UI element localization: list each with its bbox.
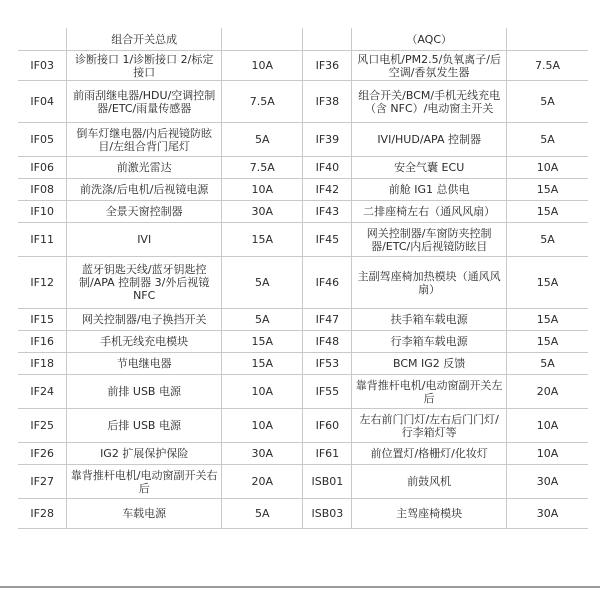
right-fuse-rating: 10A (507, 409, 588, 443)
right-fuse-code: IF43 (303, 201, 352, 223)
left-fuse-circuit: 节电继电器 (67, 353, 222, 375)
left-fuse-circuit: 靠背推杆电机/电动窗副开关右后 (67, 465, 222, 499)
right-fuse-rating: 20A (507, 375, 588, 409)
table-row (18, 223, 588, 257)
left-fuse-code: IF18 (18, 353, 67, 375)
header-right-amp (507, 28, 588, 51)
right-fuse-circuit: 网关控制器/车窗防夹控制器/ETC/内后视镜防眩目 (352, 223, 507, 257)
left-fuse-circuit: 蓝牙钥匙天线/蓝牙钥匙控制/APA 控制器 3/外后视镜 NFC (67, 257, 222, 309)
left-fuse-rating: 15A (222, 223, 303, 257)
table-row (18, 51, 588, 81)
right-fuse-circuit: 组合开关/BCM/手机无线充电（含 NFC）/电动窗主开关 (352, 81, 507, 123)
right-fuse-code: IF55 (303, 375, 352, 409)
page-bottom-divider (0, 586, 600, 588)
right-fuse-rating: 30A (507, 499, 588, 529)
right-fuse-code: IF39 (303, 123, 352, 157)
right-fuse-circuit: 行李箱车载电源 (352, 331, 507, 353)
left-fuse-rating: 5A (222, 257, 303, 309)
right-fuse-code: IF45 (303, 223, 352, 257)
left-fuse-circuit: 全景天窗控制器 (67, 201, 222, 223)
left-fuse-circuit: 前排 USB 电源 (67, 375, 222, 409)
left-fuse-rating: 15A (222, 353, 303, 375)
left-fuse-rating: 10A (222, 179, 303, 201)
right-fuse-code: ISB01 (303, 465, 352, 499)
left-fuse-circuit: 车载电源 (67, 499, 222, 529)
left-fuse-code: IF08 (18, 179, 67, 201)
left-fuse-rating: 7.5A (222, 157, 303, 179)
fuse-table (18, 28, 588, 529)
left-fuse-code: IF05 (18, 123, 67, 157)
right-fuse-code: IF38 (303, 81, 352, 123)
right-fuse-code: ISB03 (303, 499, 352, 529)
table-row (18, 443, 588, 465)
left-fuse-code: IF24 (18, 375, 67, 409)
table-header-row (18, 28, 588, 51)
right-fuse-code: IF53 (303, 353, 352, 375)
header-left-code (18, 28, 67, 51)
left-fuse-rating: 10A (222, 375, 303, 409)
table-row (18, 499, 588, 529)
right-fuse-rating: 30A (507, 465, 588, 499)
right-fuse-code: IF47 (303, 309, 352, 331)
right-fuse-code: IF46 (303, 257, 352, 309)
right-fuse-rating: 10A (507, 157, 588, 179)
left-fuse-circuit: 前激光雷达 (67, 157, 222, 179)
fuse-table-body (18, 28, 588, 529)
left-fuse-code: IF28 (18, 499, 67, 529)
left-fuse-rating: 5A (222, 499, 303, 529)
right-fuse-rating: 15A (507, 201, 588, 223)
left-fuse-code: IF15 (18, 309, 67, 331)
right-fuse-rating: 5A (507, 223, 588, 257)
right-fuse-rating: 5A (507, 123, 588, 157)
left-fuse-rating: 5A (222, 309, 303, 331)
left-fuse-rating: 5A (222, 123, 303, 157)
table-row (18, 375, 588, 409)
right-fuse-rating: 15A (507, 257, 588, 309)
left-fuse-rating: 15A (222, 331, 303, 353)
left-fuse-code: IF11 (18, 223, 67, 257)
table-row (18, 353, 588, 375)
right-fuse-code: IF48 (303, 331, 352, 353)
left-fuse-code: IF12 (18, 257, 67, 309)
header-right-code (303, 28, 352, 51)
table-row (18, 257, 588, 309)
header-left-name: 组合开关总成 (67, 28, 222, 51)
left-fuse-rating: 20A (222, 465, 303, 499)
table-row (18, 331, 588, 353)
right-fuse-circuit: 前舱 IG1 总供电 (352, 179, 507, 201)
right-fuse-rating: 7.5A (507, 51, 588, 81)
table-row (18, 309, 588, 331)
right-fuse-code: IF40 (303, 157, 352, 179)
right-fuse-code: IF60 (303, 409, 352, 443)
right-fuse-code: IF42 (303, 179, 352, 201)
left-fuse-code: IF26 (18, 443, 67, 465)
left-fuse-rating: 30A (222, 443, 303, 465)
right-fuse-rating: 5A (507, 81, 588, 123)
right-fuse-circuit: 扶手箱车载电源 (352, 309, 507, 331)
header-right-name: （AQC） (352, 28, 507, 51)
right-fuse-rating: 15A (507, 309, 588, 331)
left-fuse-code: IF06 (18, 157, 67, 179)
right-fuse-rating: 15A (507, 331, 588, 353)
right-fuse-circuit: 主副驾座椅加热模块（通风风扇） (352, 257, 507, 309)
right-fuse-circuit: 主驾座椅模块 (352, 499, 507, 529)
left-fuse-circuit: 前雨刮继电器/HDU/空调控制器/ETC/雨量传感器 (67, 81, 222, 123)
left-fuse-rating: 10A (222, 409, 303, 443)
right-fuse-rating: 10A (507, 443, 588, 465)
right-fuse-rating: 15A (507, 179, 588, 201)
right-fuse-circuit: IVI/HUD/APA 控制器 (352, 123, 507, 157)
right-fuse-rating: 5A (507, 353, 588, 375)
table-row (18, 157, 588, 179)
left-fuse-code: IF04 (18, 81, 67, 123)
left-fuse-code: IF25 (18, 409, 67, 443)
table-row (18, 123, 588, 157)
right-fuse-circuit: 前鼓风机 (352, 465, 507, 499)
table-row (18, 179, 588, 201)
left-fuse-rating: 7.5A (222, 81, 303, 123)
table-row (18, 409, 588, 443)
left-fuse-circuit: 手机无线充电模块 (67, 331, 222, 353)
right-fuse-circuit: BCM IG2 反馈 (352, 353, 507, 375)
left-fuse-code: IF10 (18, 201, 67, 223)
table-row (18, 201, 588, 223)
left-fuse-circuit: IVI (67, 223, 222, 257)
right-fuse-code: IF36 (303, 51, 352, 81)
left-fuse-circuit: 网关控制器/电子换挡开关 (67, 309, 222, 331)
right-fuse-circuit: 左右前门门灯/左右后门门灯/行李箱灯等 (352, 409, 507, 443)
left-fuse-code: IF03 (18, 51, 67, 81)
header-left-amp (222, 28, 303, 51)
left-fuse-code: IF27 (18, 465, 67, 499)
left-fuse-circuit: 前洗涤/后电机/后视镜电源 (67, 179, 222, 201)
right-fuse-circuit: 前位置灯/格栅灯/化妆灯 (352, 443, 507, 465)
left-fuse-circuit: 诊断接口 1/诊断接口 2/标定接口 (67, 51, 222, 81)
left-fuse-circuit: 倒车灯继电器/内后视镜防眩目/左组合背门尾灯 (67, 123, 222, 157)
table-row (18, 81, 588, 123)
right-fuse-circuit: 安全气囊 ECU (352, 157, 507, 179)
right-fuse-circuit: 靠背推杆电机/电动窗副开关左后 (352, 375, 507, 409)
left-fuse-circuit: 后排 USB 电源 (67, 409, 222, 443)
left-fuse-rating: 10A (222, 51, 303, 81)
left-fuse-code: IF16 (18, 331, 67, 353)
table-row (18, 465, 588, 499)
right-fuse-code: IF61 (303, 443, 352, 465)
left-fuse-rating: 30A (222, 201, 303, 223)
right-fuse-circuit: 二排座椅左右（通风风扇） (352, 201, 507, 223)
right-fuse-circuit: 风口电机/PM2.5/负氧离子/后空调/香氛发生器 (352, 51, 507, 81)
left-fuse-circuit: IG2 扩展保护保险 (67, 443, 222, 465)
